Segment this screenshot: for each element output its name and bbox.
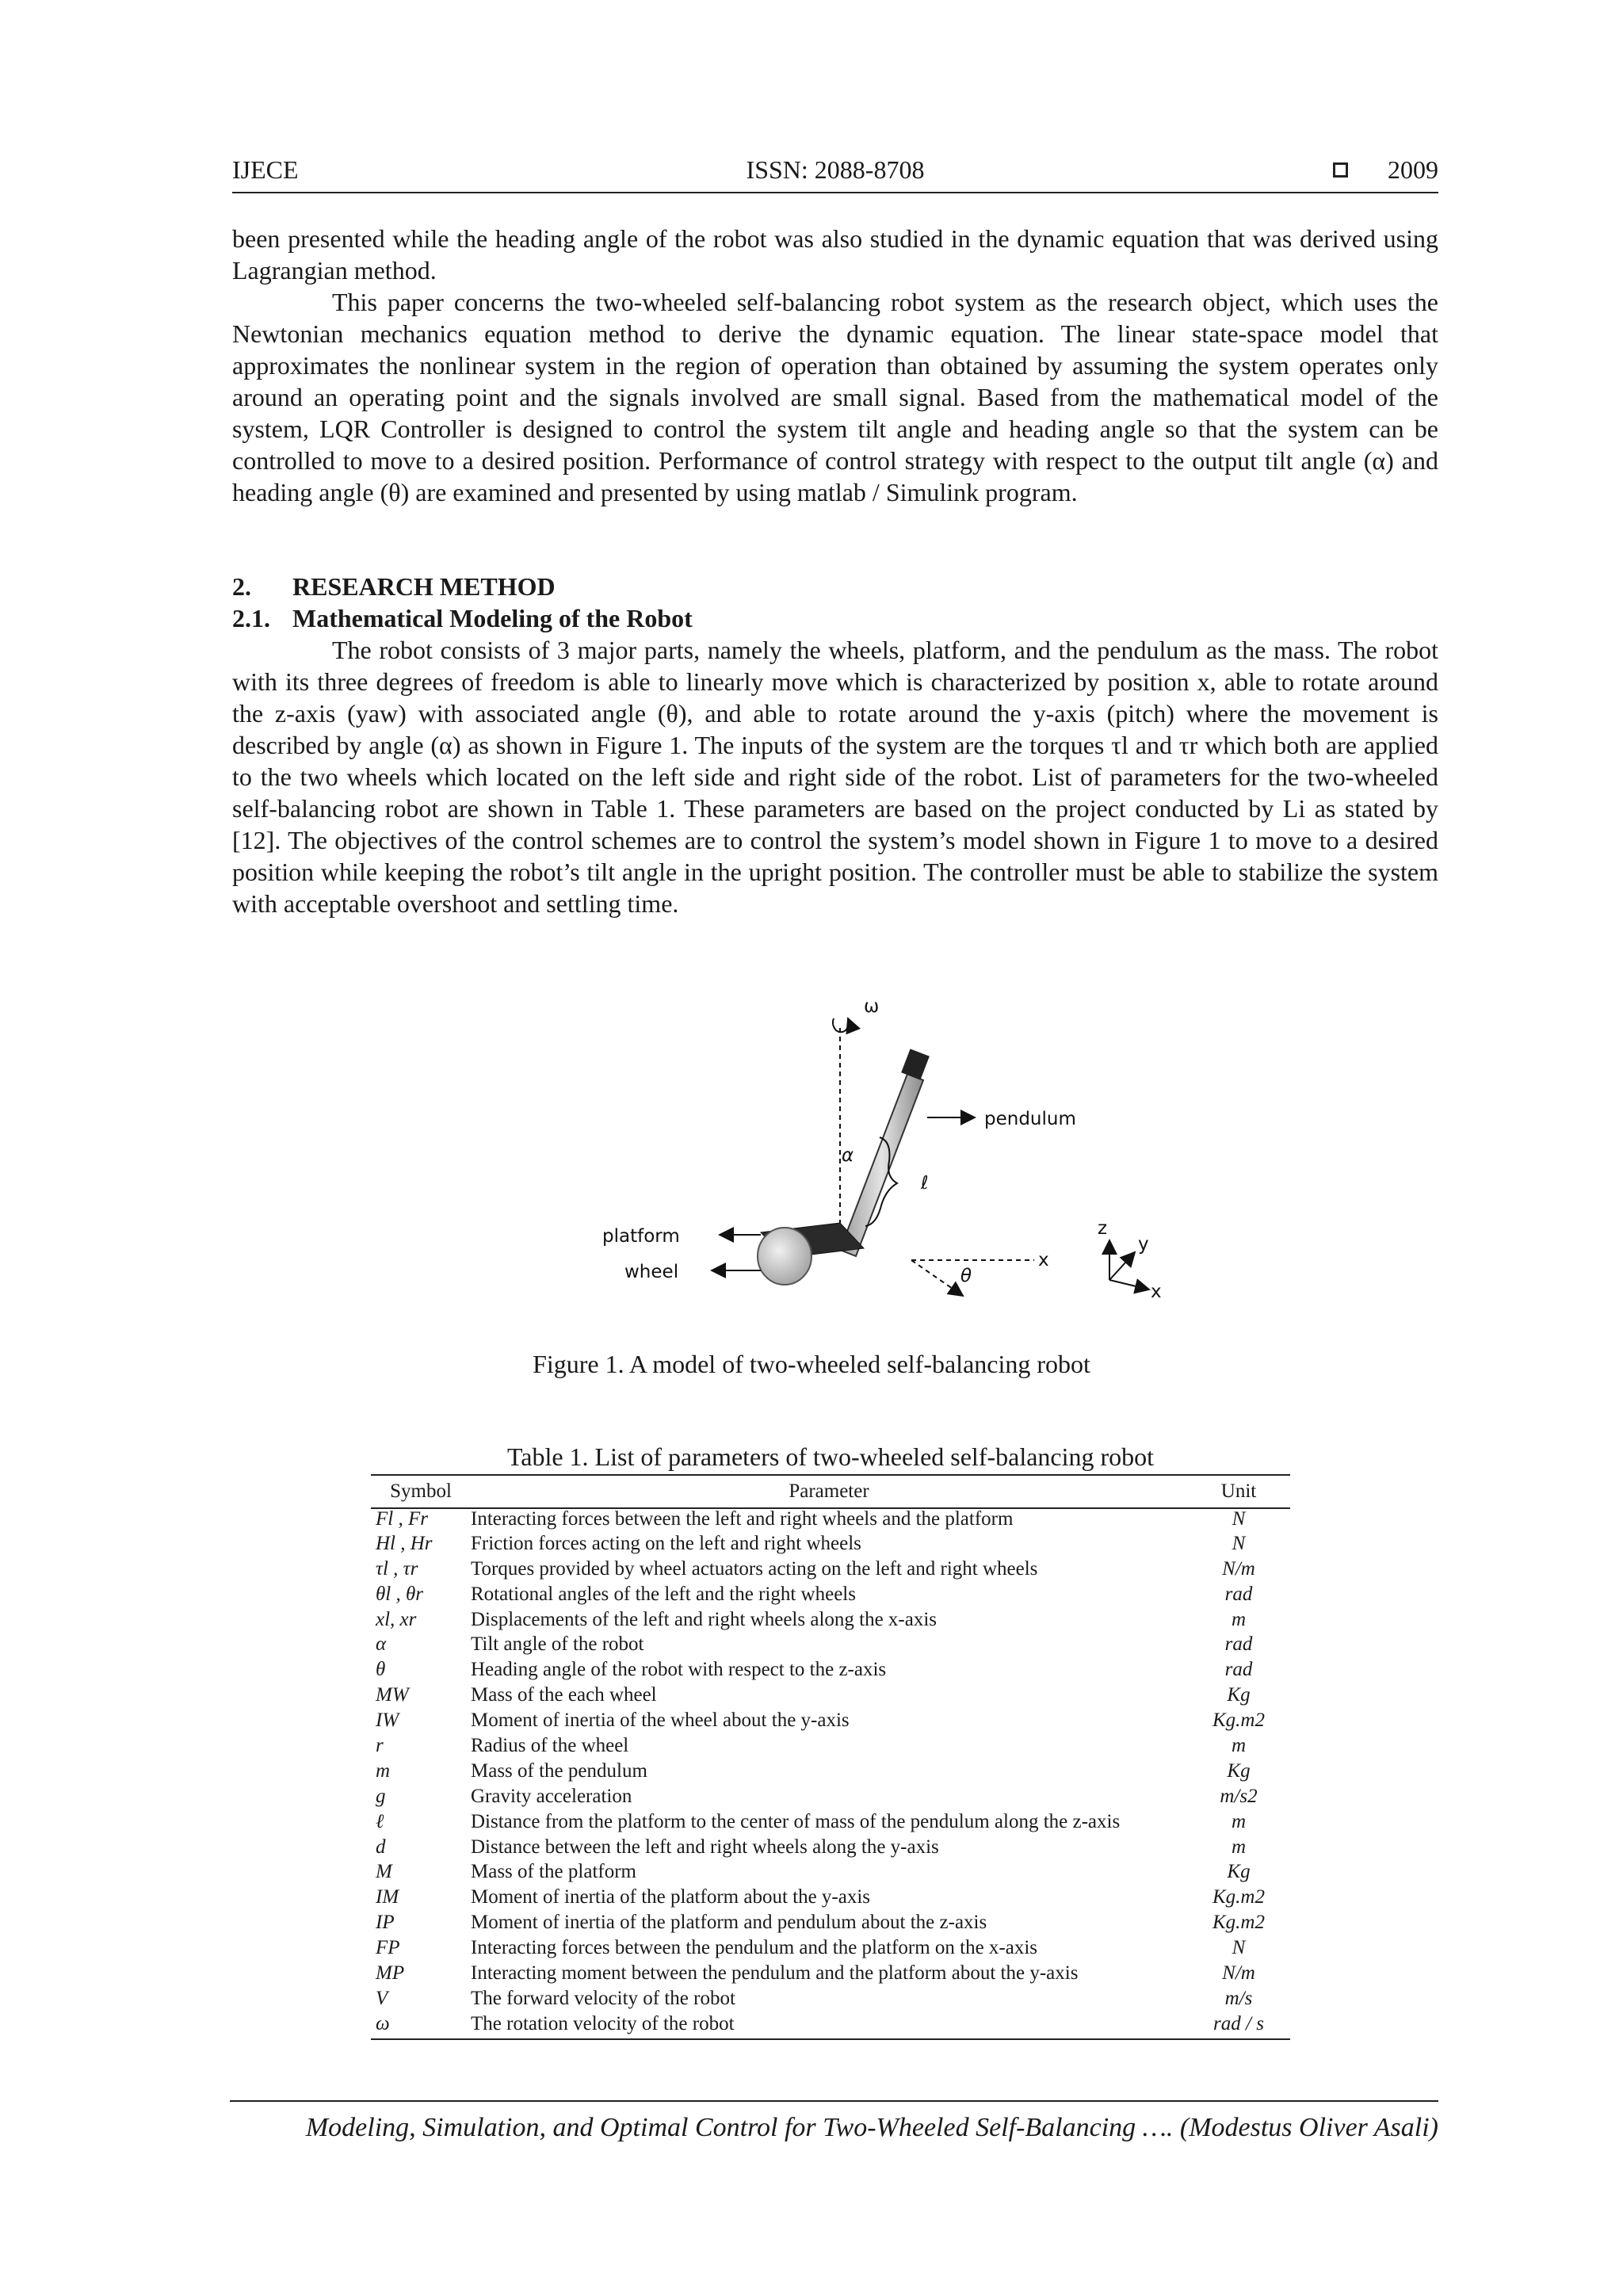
cell-unit: m <box>1231 1810 1247 1832</box>
table-row <box>371 1559 1290 1584</box>
cell-unit: rad / s <box>1187 2014 1290 2039</box>
cell-unit: m <box>1231 1735 1247 1757</box>
paragraph-2: This paper concerns the two-wheeled self-balancing robot system as the research object, which uses the Newtonian mechanics equation method to derive the dynamic equation. The linear state-space model that approximates the nonlinear system in the region of operation than obtained by assuming the system operates only around an operating point and the signals involved are small signal. Based from the mathematical model of the system, LQR Controller is designed to control the system tilt angle and heading angle so that the system can be controlled to move to a desired position. Performance of control strategy with respect to the output tilt angle (α) and heading angle (θ) are examined and presented by using matlab / Simulink program. <box>232 288 1438 506</box>
cell-parameter: The rotation velocity of the robot <box>471 2014 1187 2039</box>
cell-symbol: IW <box>376 1710 399 1732</box>
cell-symbol: Hl , Hr <box>376 1532 433 1554</box>
cell-unit: rad <box>1224 1659 1253 1681</box>
cell-symbol: θl , θr <box>376 1583 423 1605</box>
paragraph-3: The robot consists of 3 major parts, namely the wheels, platform, and the pendulum as the mass. The robot with its three degrees of freedom is able to linearly move which is characterized by position x, able to rotate around the z-axis (yaw) with associated angle (θ), and able to rotate around the y-axis (pitch) where the movement is described by angle (α) as shown in Figure 1. The inputs of the system are the torques τl and τr which both are applied to the two wheels which located on the left side and right side of the robot. List of parameters for the two-wheeled self-balancing robot are shown in Table 1. These parameters are based on the project conducted by Li as stated by [12]. The objectives of the control schemes are to control the system’s model shown in Figure 1 to move to a desired position while keeping the robot’s tilt angle in the upright position. The controller must be able to stabilize the system with acceptable overshoot and settling time. <box>232 636 1438 918</box>
cell-parameter: Mass of the pendulum <box>471 1759 647 1782</box>
cell-symbol: m <box>376 1759 391 1782</box>
cell-unit: m <box>1231 1836 1247 1858</box>
cell-parameter: Torques provided by wheel actuators acting on the left and right wheels <box>471 1557 1038 1580</box>
cell-parameter: Moment of inertia of the platform about the y-axis <box>471 1886 871 1908</box>
cell-symbol: V <box>376 1987 388 2009</box>
y-axis-label: y <box>1138 1234 1149 1255</box>
wheel-label: wheel <box>624 1262 679 1282</box>
page-footer: Modeling, Simulation, and Optimal Control for Two-Wheeled Self-Balancing …. (Modestus Oliver Asali) <box>230 2100 1438 2143</box>
cell-unit: Kg.m2 <box>1212 1886 1265 1908</box>
cell-unit: m <box>1231 1608 1247 1630</box>
cell-unit: rad <box>1224 1633 1253 1656</box>
subsection-number: 2.1. <box>232 604 270 632</box>
table-row <box>371 1736 1290 1761</box>
table-row <box>371 1634 1290 1660</box>
cell-symbol: g <box>376 1785 386 1807</box>
cell-unit: Kg <box>1227 1684 1251 1706</box>
section-number: 2. <box>232 572 251 601</box>
omega-label: ω <box>864 996 880 1017</box>
table-row <box>371 1988 1290 2014</box>
cell-symbol: M <box>376 1861 392 1883</box>
subsection-title: Mathematical Modeling of the Robot <box>292 604 693 632</box>
table-row <box>371 1887 1290 1912</box>
section-heading <box>232 571 556 602</box>
cell-parameter: Gravity acceleration <box>471 1785 632 1807</box>
cell-symbol: FP <box>376 1937 400 1959</box>
table-row <box>371 1837 1290 1862</box>
table-row <box>371 1761 1290 1786</box>
journal-name: IJECE <box>232 155 299 184</box>
cell-symbol: d <box>376 1836 386 1858</box>
table-body <box>371 1508 1290 2039</box>
cell-parameter: Heading angle of the robot with respect to the z-axis <box>471 1659 887 1681</box>
pendulum-label: pendulum <box>984 1109 1076 1129</box>
cell-symbol: xl, xr <box>376 1608 417 1630</box>
cell-parameter: Mass of the platform <box>471 1861 636 1883</box>
cell-symbol: r <box>376 1735 384 1757</box>
table-header-row <box>371 1475 1290 1508</box>
cell-unit: m/s <box>1224 1987 1253 2009</box>
paragraph-1: been presented while the heading angle of the robot was also studied in the dynamic equation that was derived using Lagrangian method. <box>232 224 1438 285</box>
cell-parameter: Displacements of the left and right wheels along the x-axis <box>471 1608 938 1630</box>
x-axis-label: x <box>1151 1282 1162 1302</box>
cell-unit: m/s2 <box>1220 1785 1258 1807</box>
cell-parameter: Mass of the each wheel <box>471 1684 657 1706</box>
cell-symbol: Fl , Fr <box>376 1508 428 1530</box>
figure-caption: Figure 1. A model of two-wheeled self-balancing robot <box>533 1350 1090 1378</box>
cell-symbol: IP <box>376 1912 395 1934</box>
cell-symbol: ℓ <box>376 1810 384 1832</box>
pendulum-mass <box>901 1049 930 1079</box>
cell-symbol: MP <box>376 1962 405 1985</box>
cell-symbol: ω <box>371 2014 471 2039</box>
parameters-table <box>371 1474 1290 2040</box>
cell-unit: rad <box>1224 1583 1253 1605</box>
cell-parameter: Friction forces acting on the left and right wheels <box>471 1532 861 1554</box>
cell-symbol: IM <box>376 1886 399 1908</box>
page-header <box>232 155 1438 193</box>
cell-unit: Kg <box>1227 1759 1251 1782</box>
table-row <box>371 1938 1290 1963</box>
theta-label: θ <box>960 1266 972 1286</box>
table-row <box>371 1584 1290 1610</box>
cell-unit: N/m <box>1222 1557 1255 1580</box>
platform-label: platform <box>602 1226 680 1247</box>
table-row <box>371 1912 1290 1938</box>
cell-symbol: MW <box>376 1684 409 1706</box>
table-row <box>371 1685 1290 1710</box>
table-row <box>371 1534 1290 1559</box>
table-row <box>371 1660 1290 1685</box>
table-row <box>371 1963 1290 1988</box>
cell-parameter: The forward velocity of the robot <box>471 1987 735 2009</box>
subsection-heading <box>232 602 693 634</box>
cell-parameter: Moment of inertia of the wheel about the y-axis <box>471 1710 850 1732</box>
cell-unit: N <box>1232 1532 1246 1554</box>
checkbox-square-icon <box>1333 162 1348 178</box>
table-row <box>371 1610 1290 1635</box>
page-number-group <box>1333 155 1438 185</box>
cell-unit: N <box>1232 1937 1246 1959</box>
wheel-body <box>758 1228 812 1285</box>
issn: ISSN: 2088-8708 <box>746 155 925 184</box>
table-row <box>371 1862 1290 1887</box>
cell-parameter: Distance from the platform to the center of mass of the pendulum along the z-axis <box>471 1810 1121 1832</box>
table-caption: Table 1. List of parameters of two-wheeled self-balancing robot <box>506 1442 1155 1471</box>
table-row <box>371 1710 1290 1736</box>
ell-label: ℓ <box>921 1173 929 1194</box>
header-unit: Unit <box>1187 1475 1290 1508</box>
robot-model-figure <box>602 995 1189 1304</box>
cell-parameter: Distance between the left and right wheels along the y-axis <box>471 1836 939 1858</box>
cell-symbol: θ <box>376 1659 386 1681</box>
cell-parameter: Tilt angle of the robot <box>471 1633 644 1656</box>
table-row <box>371 1508 1290 1534</box>
cell-parameter: Interacting moment between the pendulum and the platform about the y-axis <box>471 1962 1079 1985</box>
cell-parameter: Moment of inertia of the platform and pendulum about the z-axis <box>471 1912 987 1934</box>
cell-parameter: Radius of the wheel <box>471 1735 629 1757</box>
cell-unit: Kg <box>1227 1861 1251 1883</box>
header-parameter: Parameter <box>471 1475 1187 1508</box>
table-row <box>371 1786 1290 1812</box>
table-row <box>371 1812 1290 1837</box>
cell-parameter: Rotational angles of the left and the right wheels <box>471 1583 856 1605</box>
z-axis-label: z <box>1098 1218 1108 1239</box>
x-dashed-label: x <box>1038 1250 1049 1270</box>
header-symbol: Symbol <box>371 1475 471 1508</box>
alpha-label: α <box>842 1145 854 1166</box>
table-row <box>371 2014 1290 2039</box>
cell-parameter: Interacting forces between the pendulum and the platform on the x-axis <box>471 1937 1038 1959</box>
cell-symbol: τl , τr <box>376 1557 418 1580</box>
page-number: 2009 <box>1388 155 1438 184</box>
cell-unit: N <box>1232 1508 1246 1530</box>
cell-parameter: Interacting forces between the left and right wheels and the platform <box>471 1508 1014 1530</box>
cell-unit: Kg.m2 <box>1212 1710 1265 1732</box>
cell-symbol: α <box>376 1633 387 1656</box>
cell-unit: N/m <box>1222 1962 1255 1985</box>
cell-unit: Kg.m2 <box>1212 1912 1265 1934</box>
section-title: RESEARCH METHOD <box>292 572 556 601</box>
